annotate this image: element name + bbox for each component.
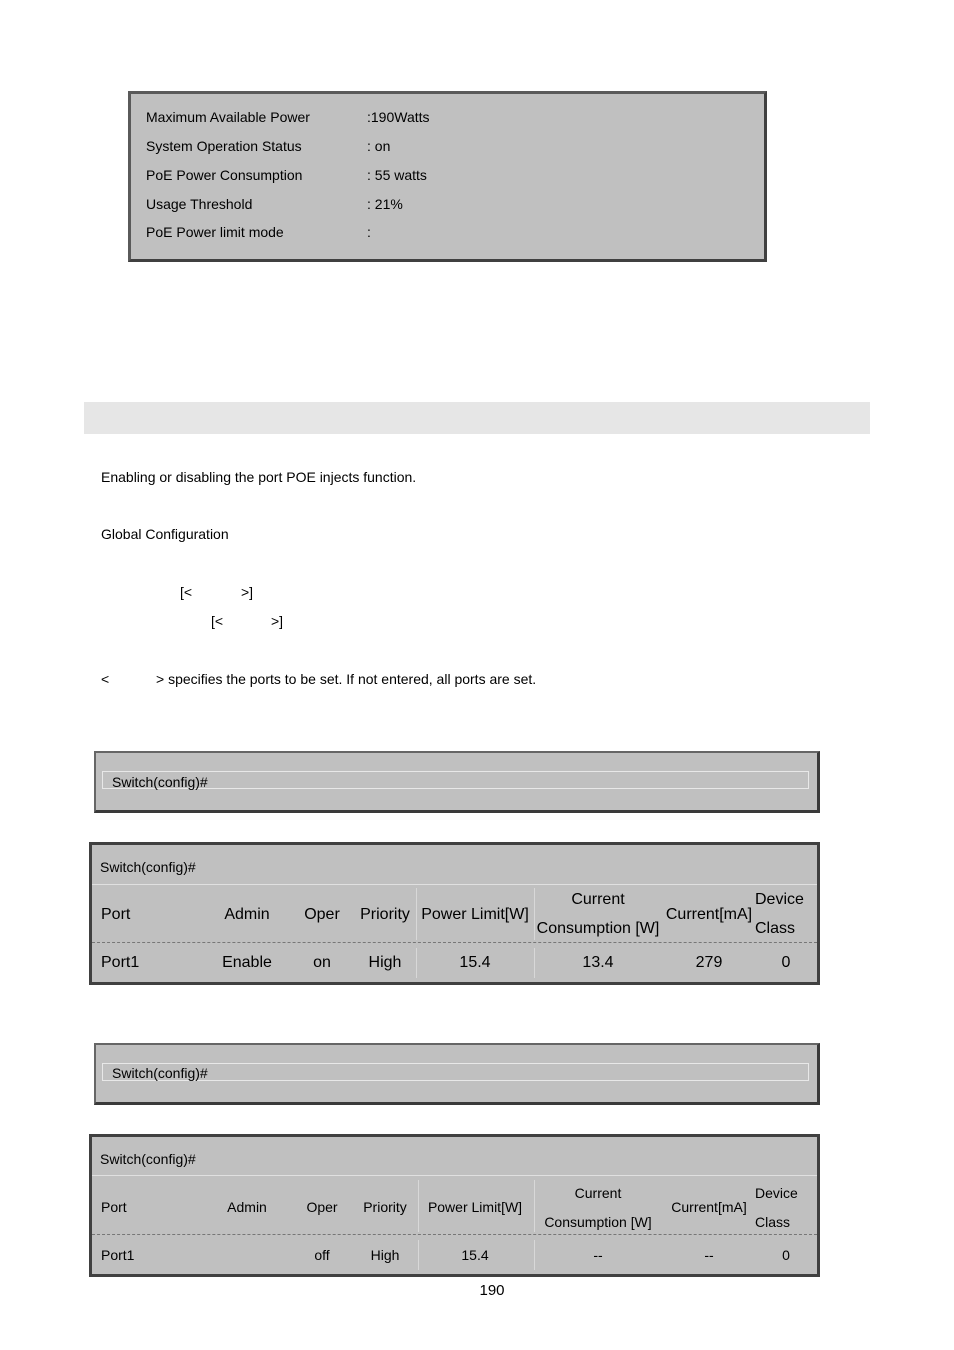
- cell-power-limit: 15.4: [459, 954, 491, 971]
- result-prompt: Switch(config)#: [100, 1151, 196, 1167]
- command-example-box: [94, 751, 820, 813]
- row-separator: [92, 884, 817, 885]
- command-prompt: Switch(config)#: [112, 774, 208, 790]
- syntax-bracket-open: [<: [211, 613, 224, 629]
- syntax-bracket-close: >]: [241, 584, 254, 600]
- header-class-line2: Class: [755, 1214, 791, 1230]
- header-consumption-line2: Consumption [W]: [536, 920, 660, 937]
- syntax-bracket-open: [<: [180, 584, 193, 600]
- cell-current: 279: [695, 954, 723, 971]
- header-consumption-line1: Current: [574, 1185, 622, 1201]
- header-divider: [92, 1234, 817, 1235]
- param-description: > specifies the ports to be set. If not entered, all ports are set.: [156, 671, 537, 687]
- header-consumption-line2: Consumption [W]: [544, 1214, 652, 1230]
- syntax-bracket-close: >]: [271, 613, 284, 629]
- status-label: Maximum Available Power: [146, 109, 310, 125]
- cell-priority: High: [368, 954, 402, 971]
- header-admin: Admin: [227, 1199, 267, 1215]
- param-lt: <: [101, 671, 110, 687]
- command-inner-frame: [102, 771, 809, 789]
- cell-oper: on: [313, 954, 331, 971]
- header-oper: Oper: [304, 906, 340, 923]
- command-example-box: [94, 1043, 820, 1105]
- cell-priority: High: [370, 1247, 400, 1263]
- status-value: : on: [367, 138, 391, 154]
- header-power-limit: Power Limit[W]: [421, 906, 529, 923]
- result-table: [89, 842, 820, 985]
- header-consumption-line1: Current: [571, 891, 625, 908]
- status-value: :190Watts: [367, 109, 430, 125]
- status-label: PoE Power Consumption: [146, 167, 303, 183]
- cell-current: --: [704, 1247, 714, 1263]
- section-heading-bar: [84, 402, 870, 434]
- header-priority: Priority: [360, 906, 410, 923]
- header-port: Port: [101, 1199, 127, 1215]
- cell-class: 0: [782, 1247, 790, 1263]
- cell-class: 0: [781, 954, 791, 971]
- status-value: : 55 watts: [367, 167, 427, 183]
- header-class-line1: Device: [755, 1185, 798, 1201]
- command-description: Enabling or disabling the port POE injects function.: [101, 469, 417, 485]
- result-table: [89, 1134, 820, 1277]
- cell-consumption: 13.4: [582, 954, 614, 971]
- status-label: Usage Threshold: [146, 196, 253, 212]
- header-oper: Oper: [306, 1199, 338, 1215]
- header-admin: Admin: [224, 906, 270, 923]
- cell-port: Port1: [101, 1247, 135, 1263]
- poe-status-box: [128, 91, 767, 262]
- header-divider: [92, 942, 817, 943]
- header-class-line2: Class: [755, 920, 796, 937]
- cell-consumption: --: [593, 1247, 603, 1263]
- status-label: System Operation Status: [146, 138, 302, 154]
- header-priority: Priority: [363, 1199, 407, 1215]
- page-number: 190: [479, 1282, 505, 1299]
- cell-oper: off: [314, 1247, 330, 1263]
- row-separator: [92, 1175, 817, 1176]
- header-current: Current[mA]: [671, 1199, 747, 1215]
- cell-power-limit: 15.4: [461, 1247, 489, 1263]
- status-label: PoE Power limit mode: [146, 224, 284, 240]
- status-value: :: [367, 224, 371, 240]
- cell-port: Port1: [101, 954, 140, 971]
- command-prompt: Switch(config)#: [112, 1065, 208, 1081]
- command-inner-frame: [102, 1063, 809, 1081]
- header-port: Port: [101, 906, 131, 923]
- header-power-limit: Power Limit[W]: [427, 1199, 523, 1215]
- cell-admin: Enable: [222, 954, 272, 971]
- result-prompt: Switch(config)#: [100, 859, 196, 875]
- status-value: : 21%: [367, 196, 403, 212]
- header-class-line1: Device: [755, 891, 804, 908]
- header-current: Current[mA]: [665, 906, 753, 923]
- command-mode: Global Configuration: [101, 526, 229, 542]
